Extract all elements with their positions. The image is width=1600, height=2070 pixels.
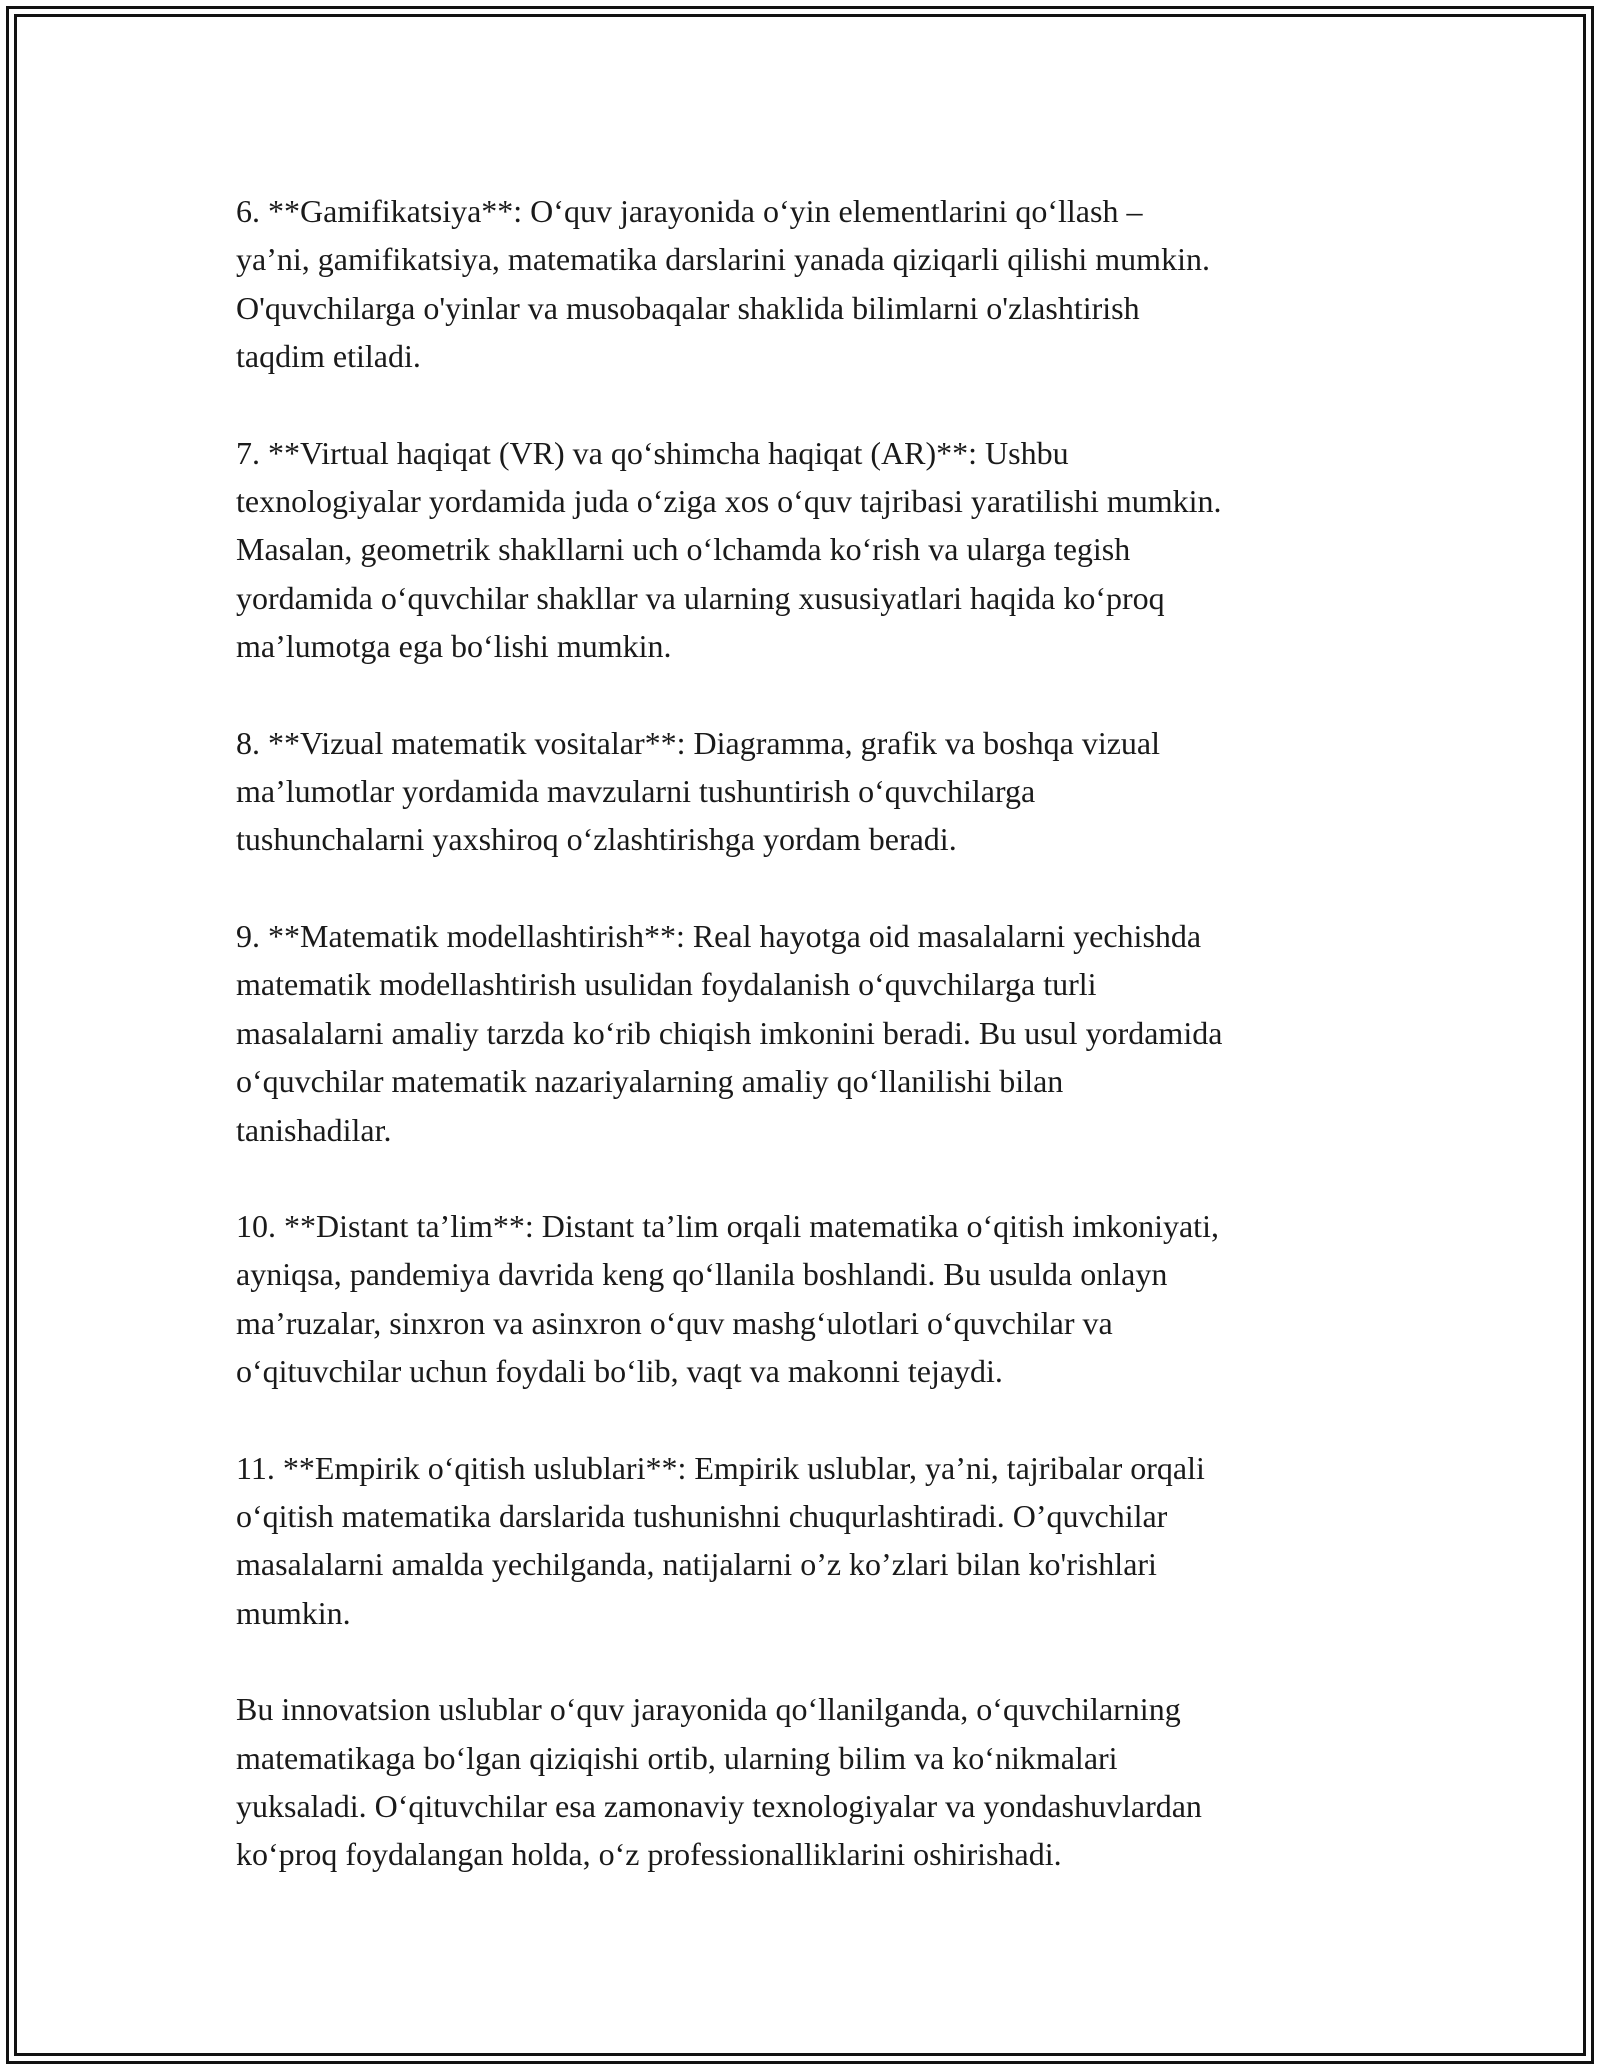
text-line: ma’lumotlar yordamida mavzularni tushuntirish o‘quvchilarga	[236, 773, 1036, 810]
paragraph-visual-tools	[236, 719, 1376, 864]
text-line: o‘qituvchilar uchun foydali bo‘lib, vaqt va makonni tejaydi.	[236, 1353, 1003, 1390]
text-line: texnologiyalar yordamida juda o‘ziga xos o‘quv tajribasi yaratilishi mumkin.	[236, 483, 1222, 520]
text-line: matematik modellashtirish usulidan foydalanish o‘quvchilarga turli	[236, 966, 1097, 1003]
text-line: ya’ni, gamifikatsiya, matematika darslarini yanada qiziqarli qilishi mumkin.	[236, 241, 1210, 278]
text-line: ayniqsa, pandemiya davrida keng qo‘llanila boshlandi. Bu usulda onlayn	[236, 1256, 1168, 1293]
text-line: 11. **Empirik o‘qitish uslublari**: Empirik uslublar, ya’ni, tajribalar orqali	[236, 1449, 1205, 1486]
paragraph-conclusion	[236, 1685, 1376, 1879]
text-line: o‘quvchilar matematik nazariyalarning amaliy qo‘llanilishi bilan	[236, 1063, 1064, 1100]
paragraph-empirical-methods	[236, 1444, 1376, 1638]
text-line: yuksaladi. O‘qituvchilar esa zamonaviy texnologiyalar va yondashuvlardan	[236, 1787, 1202, 1824]
paragraph-distance-learning	[236, 1202, 1376, 1396]
text-line: 8. **Vizual matematik vositalar**: Diagramma, grafik va boshqa vizual	[236, 724, 1161, 761]
text-line: 9. **Matematik modellashtirish**: Real hayotga oid masalalarni yechishda	[236, 917, 1202, 954]
paragraph-gamification	[236, 187, 1376, 381]
text-line: tushunchalarni yaxshiroq o‘zlashtirishga yordam beradi.	[236, 821, 957, 858]
text-line: O'quvchilarga o'yinlar va musobaqalar shaklida bilimlarni o'zlashtirish	[236, 289, 1140, 326]
text-line: masalalarni amalda yechilganda, natijalarni o’z ko’zlari bilan ko'rishlari	[236, 1546, 1157, 1583]
text-line: matematikaga bo‘lgan qiziqishi ortib, ularning bilim va ko‘nikmalari	[236, 1739, 1118, 1776]
text-line: masalalarni amaliy tarzda ko‘rib chiqish imkonini beradi. Bu usul yordamida	[236, 1014, 1223, 1051]
text-line: ma’lumotga ega bo‘lishi mumkin.	[236, 628, 672, 665]
text-line: 10. **Distant ta’lim**: Distant ta’lim orqali matematika o‘qitish imkoniyati,	[236, 1207, 1219, 1244]
text-line: 6. **Gamifikatsiya**: O‘quv jarayonida o‘yin elementlarini qo‘llash –	[236, 193, 1143, 229]
text-line: tanishadilar.	[236, 1111, 392, 1148]
paragraph-vr-ar	[236, 429, 1376, 671]
document-body	[236, 187, 1376, 1927]
text-line: Bu innovatsion uslublar o‘quv jarayonida qo‘llanilganda, o‘quvchilarning	[236, 1691, 1181, 1728]
paragraph-modelling	[236, 912, 1376, 1154]
text-line: ko‘proq foydalangan holda, o‘z professionalliklarini oshirishadi.	[236, 1836, 1062, 1873]
text-line: yordamida o‘quvchilar shakllar va ularning xususiyatlari haqida ko‘proq	[236, 579, 1165, 616]
text-line: 7. **Virtual haqiqat (VR) va qo‘shimcha haqiqat (AR)**: Ushbu	[236, 434, 1069, 471]
text-line: Masalan, geometrik shakllarni uch o‘lchamda ko‘rish va ularga tegish	[236, 531, 1131, 568]
text-line: mumkin.	[236, 1594, 351, 1631]
text-line: ma’ruzalar, sinxron va asinxron o‘quv mashg‘ulotlari o‘quvchilar va	[236, 1304, 1113, 1341]
text-line: taqdim etiladi.	[236, 338, 421, 375]
text-line: o‘qitish matematika darslarida tushunishni chuqurlashtiradi. O’quvchilar	[236, 1497, 1168, 1534]
